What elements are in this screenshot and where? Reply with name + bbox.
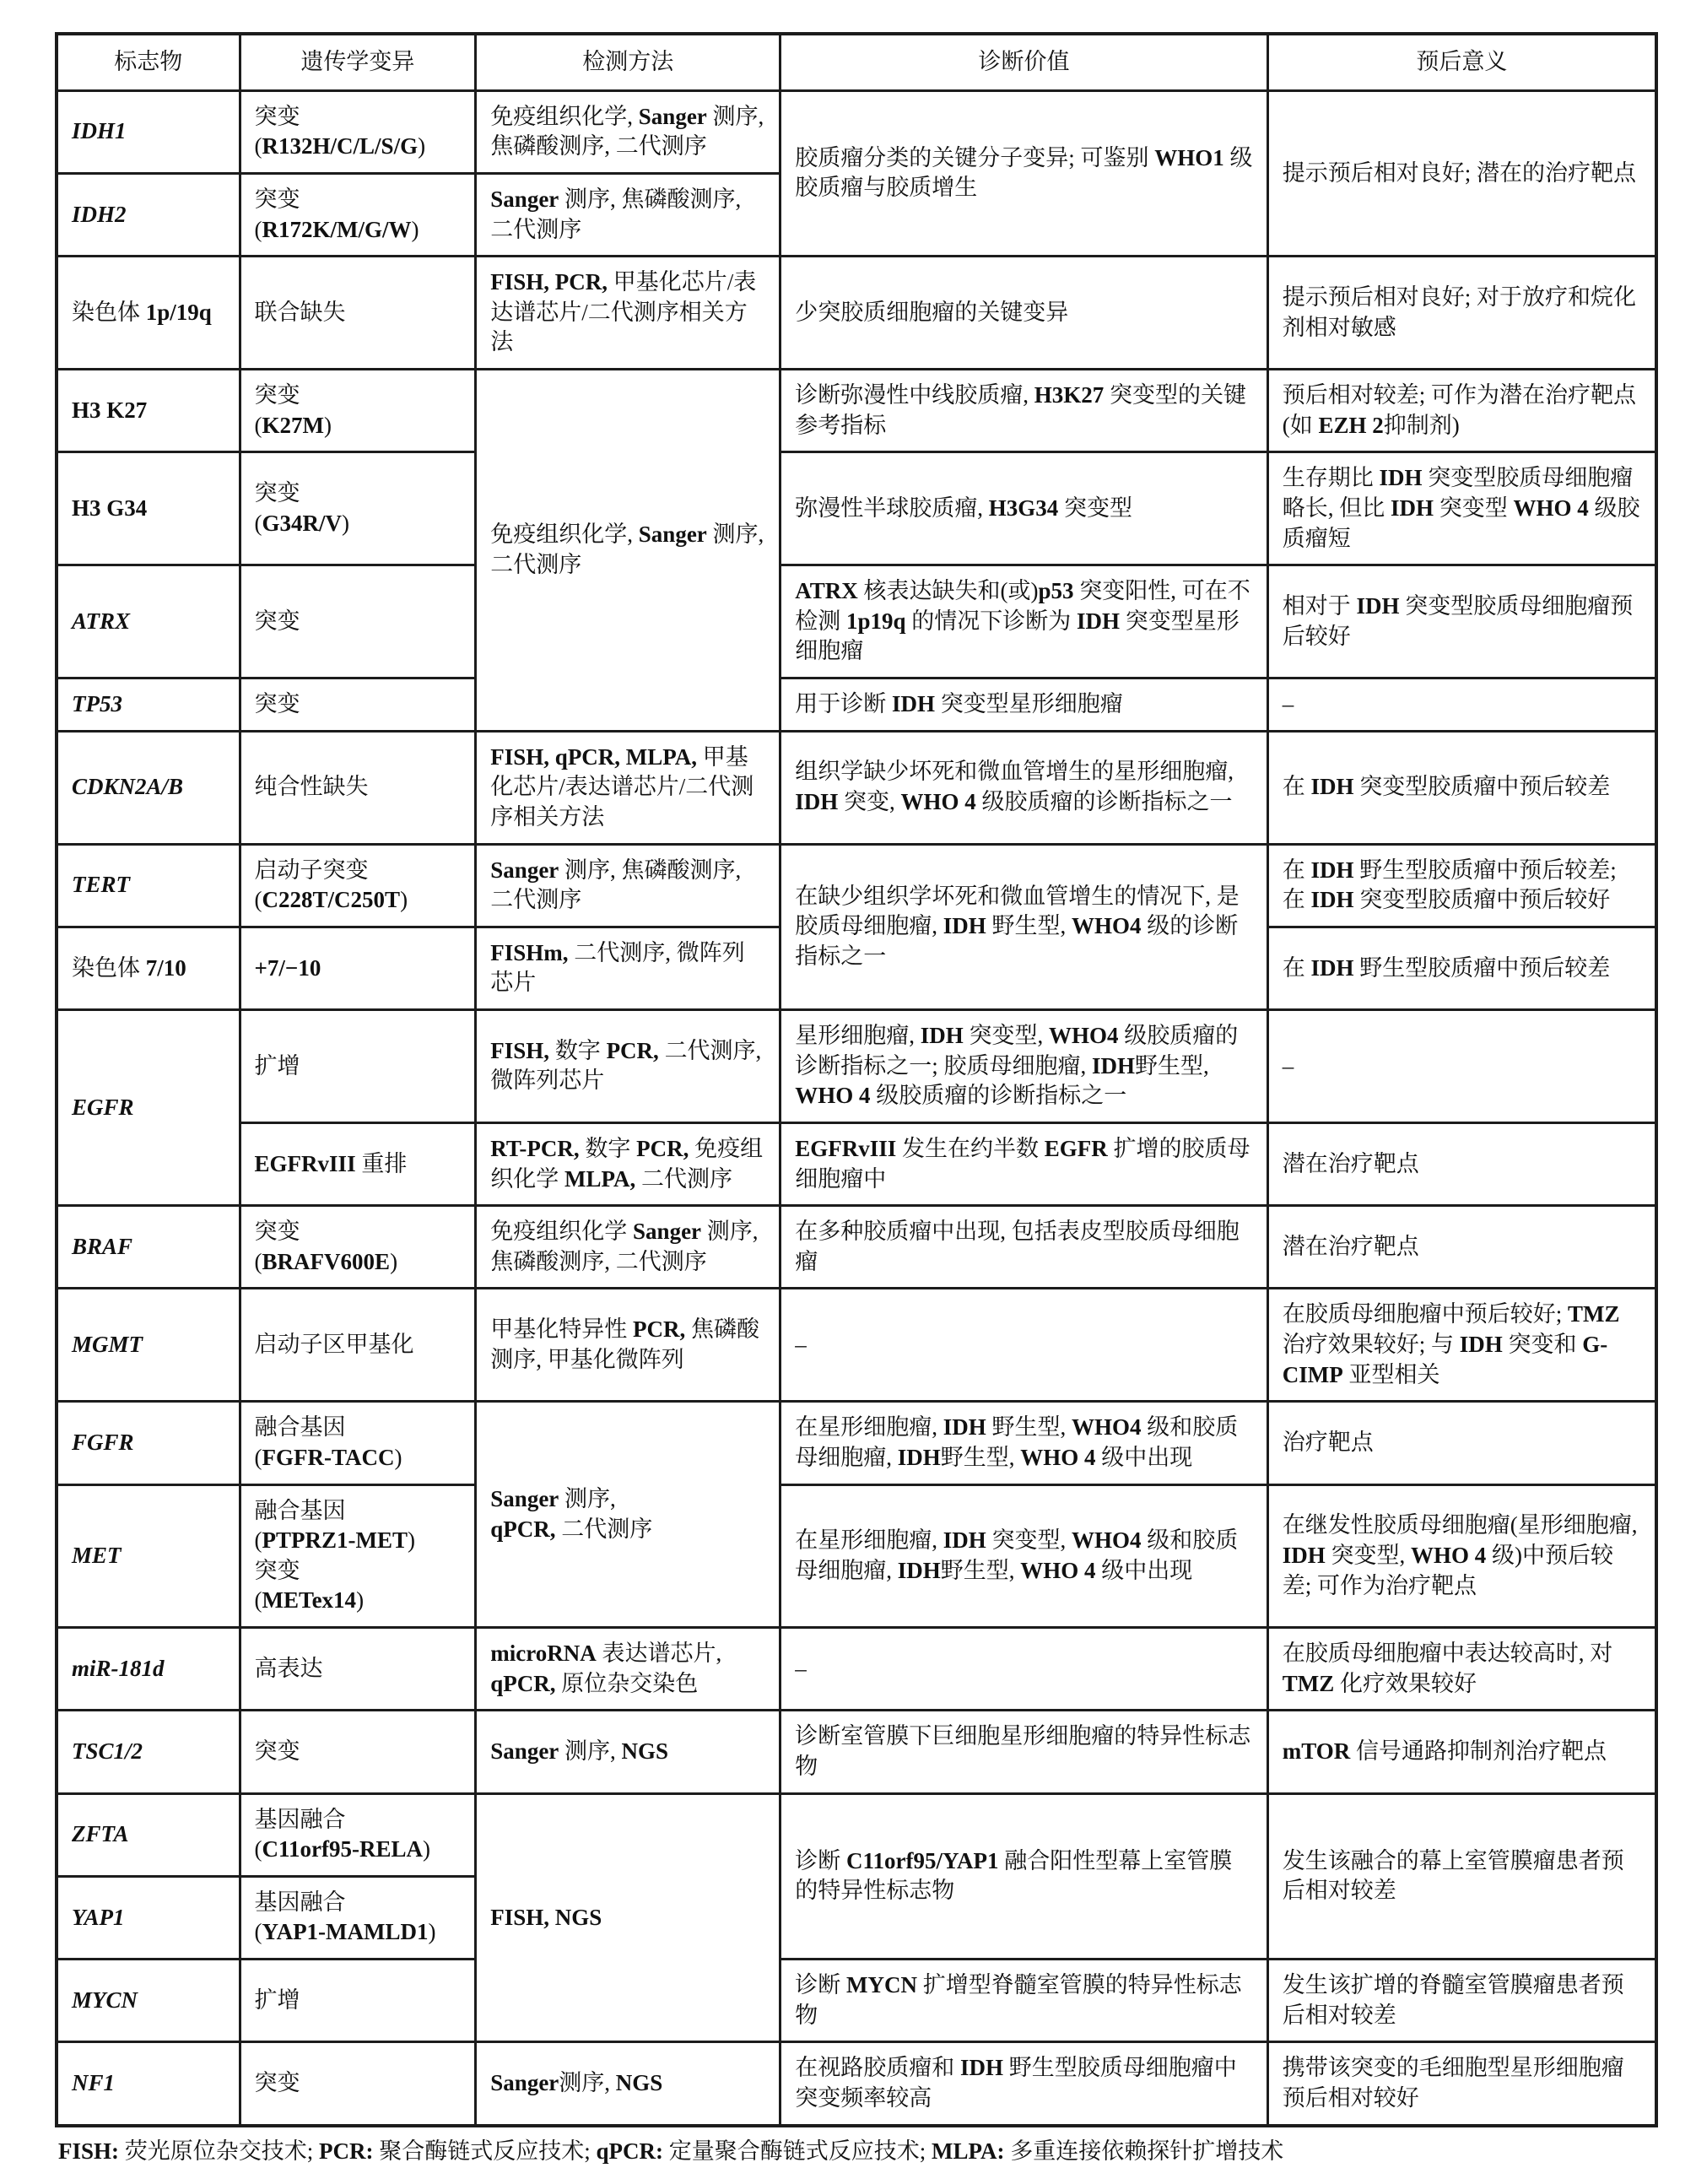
table-row [57,1206,1656,1289]
variation-cell: 扩增 [240,1960,476,2042]
prognosis-cell: 潜在治疗靶点 [1267,1206,1656,1289]
diagnosis-cell: 少突胶质细胞瘤的关键变异 [780,257,1268,370]
marker-cell: MET [57,1484,240,1628]
table-row [57,678,1656,732]
variation-cell: +7/−10 [240,927,476,1009]
method-cell: Sanger 测序, 焦磷酸测序, 二代测序 [476,173,780,256]
prognosis-cell: 发生该扩增的脊髓室管膜瘤患者预后相对较差 [1267,1960,1656,2042]
table-row [57,1402,1656,1484]
table-row [57,1628,1656,1711]
variation-cell: EGFRvIII 重排 [240,1122,476,1205]
variation-cell: 融合基因 (PTPRZ1-MET) 突变 (METex14) [240,1484,476,1628]
diagnosis-cell: 诊断 C11orf95/YAP1 融合阳性型幕上室管膜的特异性标志物 [780,1793,1268,1960]
marker-cell: TERT [57,844,240,927]
marker-cell: IDH1 [57,90,240,173]
variation-cell: 基因融合 (C11orf95-RELA) [240,1793,476,1876]
table-row [57,1484,1656,1628]
marker-cell: CDKN2A/B [57,731,240,844]
marker-cell: TP53 [57,678,240,732]
variation-cell: 突变 [240,678,476,732]
diagnosis-cell: 胶质瘤分类的关键分子变异; 可鉴别 WHO1 级胶质瘤与胶质增生 [780,90,1268,257]
table-row [57,1711,1656,1793]
marker-cell: TSC1/2 [57,1711,240,1793]
marker-cell: EGFR [57,1010,240,1206]
column-header-method: 检测方法 [476,34,780,90]
prognosis-cell: 在 IDH 突变型胶质瘤中预后较差 [1267,731,1656,844]
diagnosis-cell: 在星形细胞瘤, IDH 野生型, WHO4 级和胶质母细胞瘤, IDH野生型, WHO 4 级中出现 [780,1402,1268,1484]
method-cell: FISHm, 二代测序, 微阵列芯片 [476,927,780,1009]
method-cell: 甲基化特异性 PCR, 焦磷酸测序, 甲基化微阵列 [476,1289,780,1402]
variation-cell: 高表达 [240,1628,476,1711]
prognosis-cell: 发生该融合的幕上室管膜瘤患者预后相对较差 [1267,1793,1656,1960]
prognosis-cell: 生存期比 IDH 突变型胶质母细胞瘤略长, 但比 IDH 突变型 WHO 4 级胶质瘤短 [1267,452,1656,565]
table-row [57,90,1656,173]
diagnosis-cell: ATRX 核表达缺失和(或)p53 突变阳性, 可在不检测 1p19q 的情况下诊断为 IDH 突变型星形细胞瘤 [780,565,1268,678]
prognosis-cell: – [1267,678,1656,732]
prognosis-cell: – [1267,1010,1656,1123]
marker-cell: FGFR [57,1402,240,1484]
prognosis-cell: 在 IDH 野生型胶质瘤中预后较差; 在 IDH 突变型胶质瘤中预后较好 [1267,844,1656,927]
header-row [57,34,1656,90]
diagnosis-cell: 在多种胶质瘤中出现, 包括表皮型胶质母细胞瘤 [780,1206,1268,1289]
prognosis-cell: 相对于 IDH 突变型胶质母细胞瘤预后较好 [1267,565,1656,678]
table-row [57,731,1656,844]
variation-cell: 融合基因 (FGFR-TACC) [240,1402,476,1484]
variation-cell: 突变 [240,2042,476,2126]
variation-cell: 突变 (K27M) [240,370,476,452]
method-cell: 免疫组织化学 Sanger 测序, 焦磷酸测序, 二代测序 [476,1206,780,1289]
table-row [57,844,1656,927]
diagnosis-cell: 在视路胶质瘤和 IDH 野生型胶质母细胞瘤中突变频率较高 [780,2042,1268,2126]
method-cell: 免疫组织化学, Sanger 测序, 二代测序 [476,370,780,732]
method-cell: FISH, NGS [476,1793,780,2042]
method-cell: Sanger测序, NGS [476,2042,780,2126]
table-row [57,565,1656,678]
marker-cell: MGMT [57,1289,240,1402]
variation-cell: 启动子突变 (C228T/C250T) [240,844,476,927]
table-row [57,1010,1656,1123]
diagnosis-cell: – [780,1289,1268,1402]
table-row [57,257,1656,370]
prognosis-cell: mTOR 信号通路抑制剂治疗靶点 [1267,1711,1656,1793]
marker-cell: ATRX [57,565,240,678]
abbreviation-footnote: FISH: 荧光原位杂交技术; PCR: 聚合酶链式反应技术; qPCR: 定量聚合酶链式反应技术; MLPA: 多重连接依赖探针扩增技术 [58,2138,1284,2164]
table-row [57,370,1656,452]
diagnosis-cell: 在缺少组织学坏死和微血管增生的情况下, 是胶质母细胞瘤, IDH 野生型, WHO4 级的诊断指标之一 [780,844,1268,1010]
prognosis-cell: 治疗靶点 [1267,1402,1656,1484]
column-header-prognosis: 预后意义 [1267,34,1656,90]
marker-cell: 染色体 1p/19q [57,257,240,370]
method-cell: Sanger 测序, qPCR, 二代测序 [476,1402,780,1628]
diagnosis-cell: 在星形细胞瘤, IDH 突变型, WHO4 级和胶质母细胞瘤, IDH野生型, WHO 4 级中出现 [780,1484,1268,1628]
table-row [57,1122,1656,1205]
method-cell: FISH, PCR, 甲基化芯片/表达谱芯片/二代测序相关方法 [476,257,780,370]
variation-cell: 纯合性缺失 [240,731,476,844]
prognosis-cell: 在胶质母细胞瘤中预后较好; TMZ 治疗效果较好; 与 IDH 突变和 G-CIMP 亚型相关 [1267,1289,1656,1402]
diagnosis-cell: – [780,1628,1268,1711]
variation-cell: 扩增 [240,1010,476,1123]
marker-cell: H3 G34 [57,452,240,565]
marker-cell: 染色体 7/10 [57,927,240,1009]
prognosis-cell: 提示预后相对良好; 对于放疗和烷化剂相对敏感 [1267,257,1656,370]
diagnosis-cell: 星形细胞瘤, IDH 突变型, WHO4 级胶质瘤的诊断指标之一; 胶质母细胞瘤, IDH野生型, WHO 4 级胶质瘤的诊断指标之一 [780,1010,1268,1123]
method-cell: Sanger 测序, 焦磷酸测序, 二代测序 [476,844,780,927]
diagnosis-cell: 用于诊断 IDH 突变型星形细胞瘤 [780,678,1268,732]
method-cell: Sanger 测序, NGS [476,1711,780,1793]
variation-cell: 突变 (BRAFV600E) [240,1206,476,1289]
table-header [57,34,1656,90]
table-row [57,452,1656,565]
table-row [57,2042,1656,2126]
marker-cell: H3 K27 [57,370,240,452]
marker-cell: NF1 [57,2042,240,2126]
method-cell: 免疫组织化学, Sanger 测序, 焦磷酸测序, 二代测序 [476,90,780,173]
prognosis-cell: 潜在治疗靶点 [1267,1122,1656,1205]
marker-cell: miR-181d [57,1628,240,1711]
prognosis-cell: 预后相对较差; 可作为潜在治疗靶点(如 EZH 2抑制剂) [1267,370,1656,452]
table-row [57,1960,1656,2042]
prognosis-cell: 在 IDH 野生型胶质瘤中预后较差 [1267,927,1656,1009]
diagnosis-cell: 组织学缺少坏死和微血管增生的星形细胞瘤, IDH 突变, WHO 4 级胶质瘤的诊断指标之一 [780,731,1268,844]
variation-cell: 突变 (R172K/M/G/W) [240,173,476,256]
marker-cell: IDH2 [57,173,240,256]
variation-cell: 联合缺失 [240,257,476,370]
column-header-variation: 遗传学变异 [240,34,476,90]
prognosis-cell: 携带该突变的毛细胞型星形细胞瘤预后相对较好 [1267,2042,1656,2126]
diagnosis-cell: 诊断室管膜下巨细胞星形细胞瘤的特异性标志物 [780,1711,1268,1793]
column-header-marker: 标志物 [57,34,240,90]
variation-cell: 突变 [240,1711,476,1793]
glioma-marker-table [55,32,1658,2127]
table-body [57,90,1656,2125]
marker-cell: ZFTA [57,1793,240,1876]
prognosis-cell: 在继发性胶质母细胞瘤(星形细胞瘤, IDH 突变型, WHO 4 级)中预后较差; 可作为治疗靶点 [1267,1484,1656,1628]
method-cell: FISH, qPCR, MLPA, 甲基化芯片/表达谱芯片/二代测序相关方法 [476,731,780,844]
method-cell: FISH, 数字 PCR, 二代测序, 微阵列芯片 [476,1010,780,1123]
column-header-diagnosis: 诊断价值 [780,34,1268,90]
variation-cell: 突变 [240,565,476,678]
table-row [57,1289,1656,1402]
variation-cell: 突变 (R132H/C/L/S/G) [240,90,476,173]
variation-cell: 启动子区甲基化 [240,1289,476,1402]
diagnosis-cell: 诊断 MYCN 扩增型脊髓室管膜的特异性标志物 [780,1960,1268,2042]
diagnosis-cell: 诊断弥漫性中线胶质瘤, H3K27 突变型的关键参考指标 [780,370,1268,452]
variation-cell: 突变 (G34R/V) [240,452,476,565]
variation-cell: 基因融合 (YAP1-MAMLD1) [240,1876,476,1959]
diagnosis-cell: 弥漫性半球胶质瘤, H3G34 突变型 [780,452,1268,565]
prognosis-cell: 提示预后相对良好; 潜在的治疗靶点 [1267,90,1656,257]
method-cell: microRNA 表达谱芯片, qPCR, 原位杂交染色 [476,1628,780,1711]
prognosis-cell: 在胶质母细胞瘤中表达较高时, 对 TMZ 化疗效果较好 [1267,1628,1656,1711]
table-row [57,1793,1656,1876]
method-cell: RT-PCR, 数字 PCR, 免疫组织化学 MLPA, 二代测序 [476,1122,780,1205]
marker-cell: BRAF [57,1206,240,1289]
marker-cell: YAP1 [57,1876,240,1959]
marker-cell: MYCN [57,1960,240,2042]
diagnosis-cell: EGFRvIII 发生在约半数 EGFR 扩增的胶质母细胞瘤中 [780,1122,1268,1205]
